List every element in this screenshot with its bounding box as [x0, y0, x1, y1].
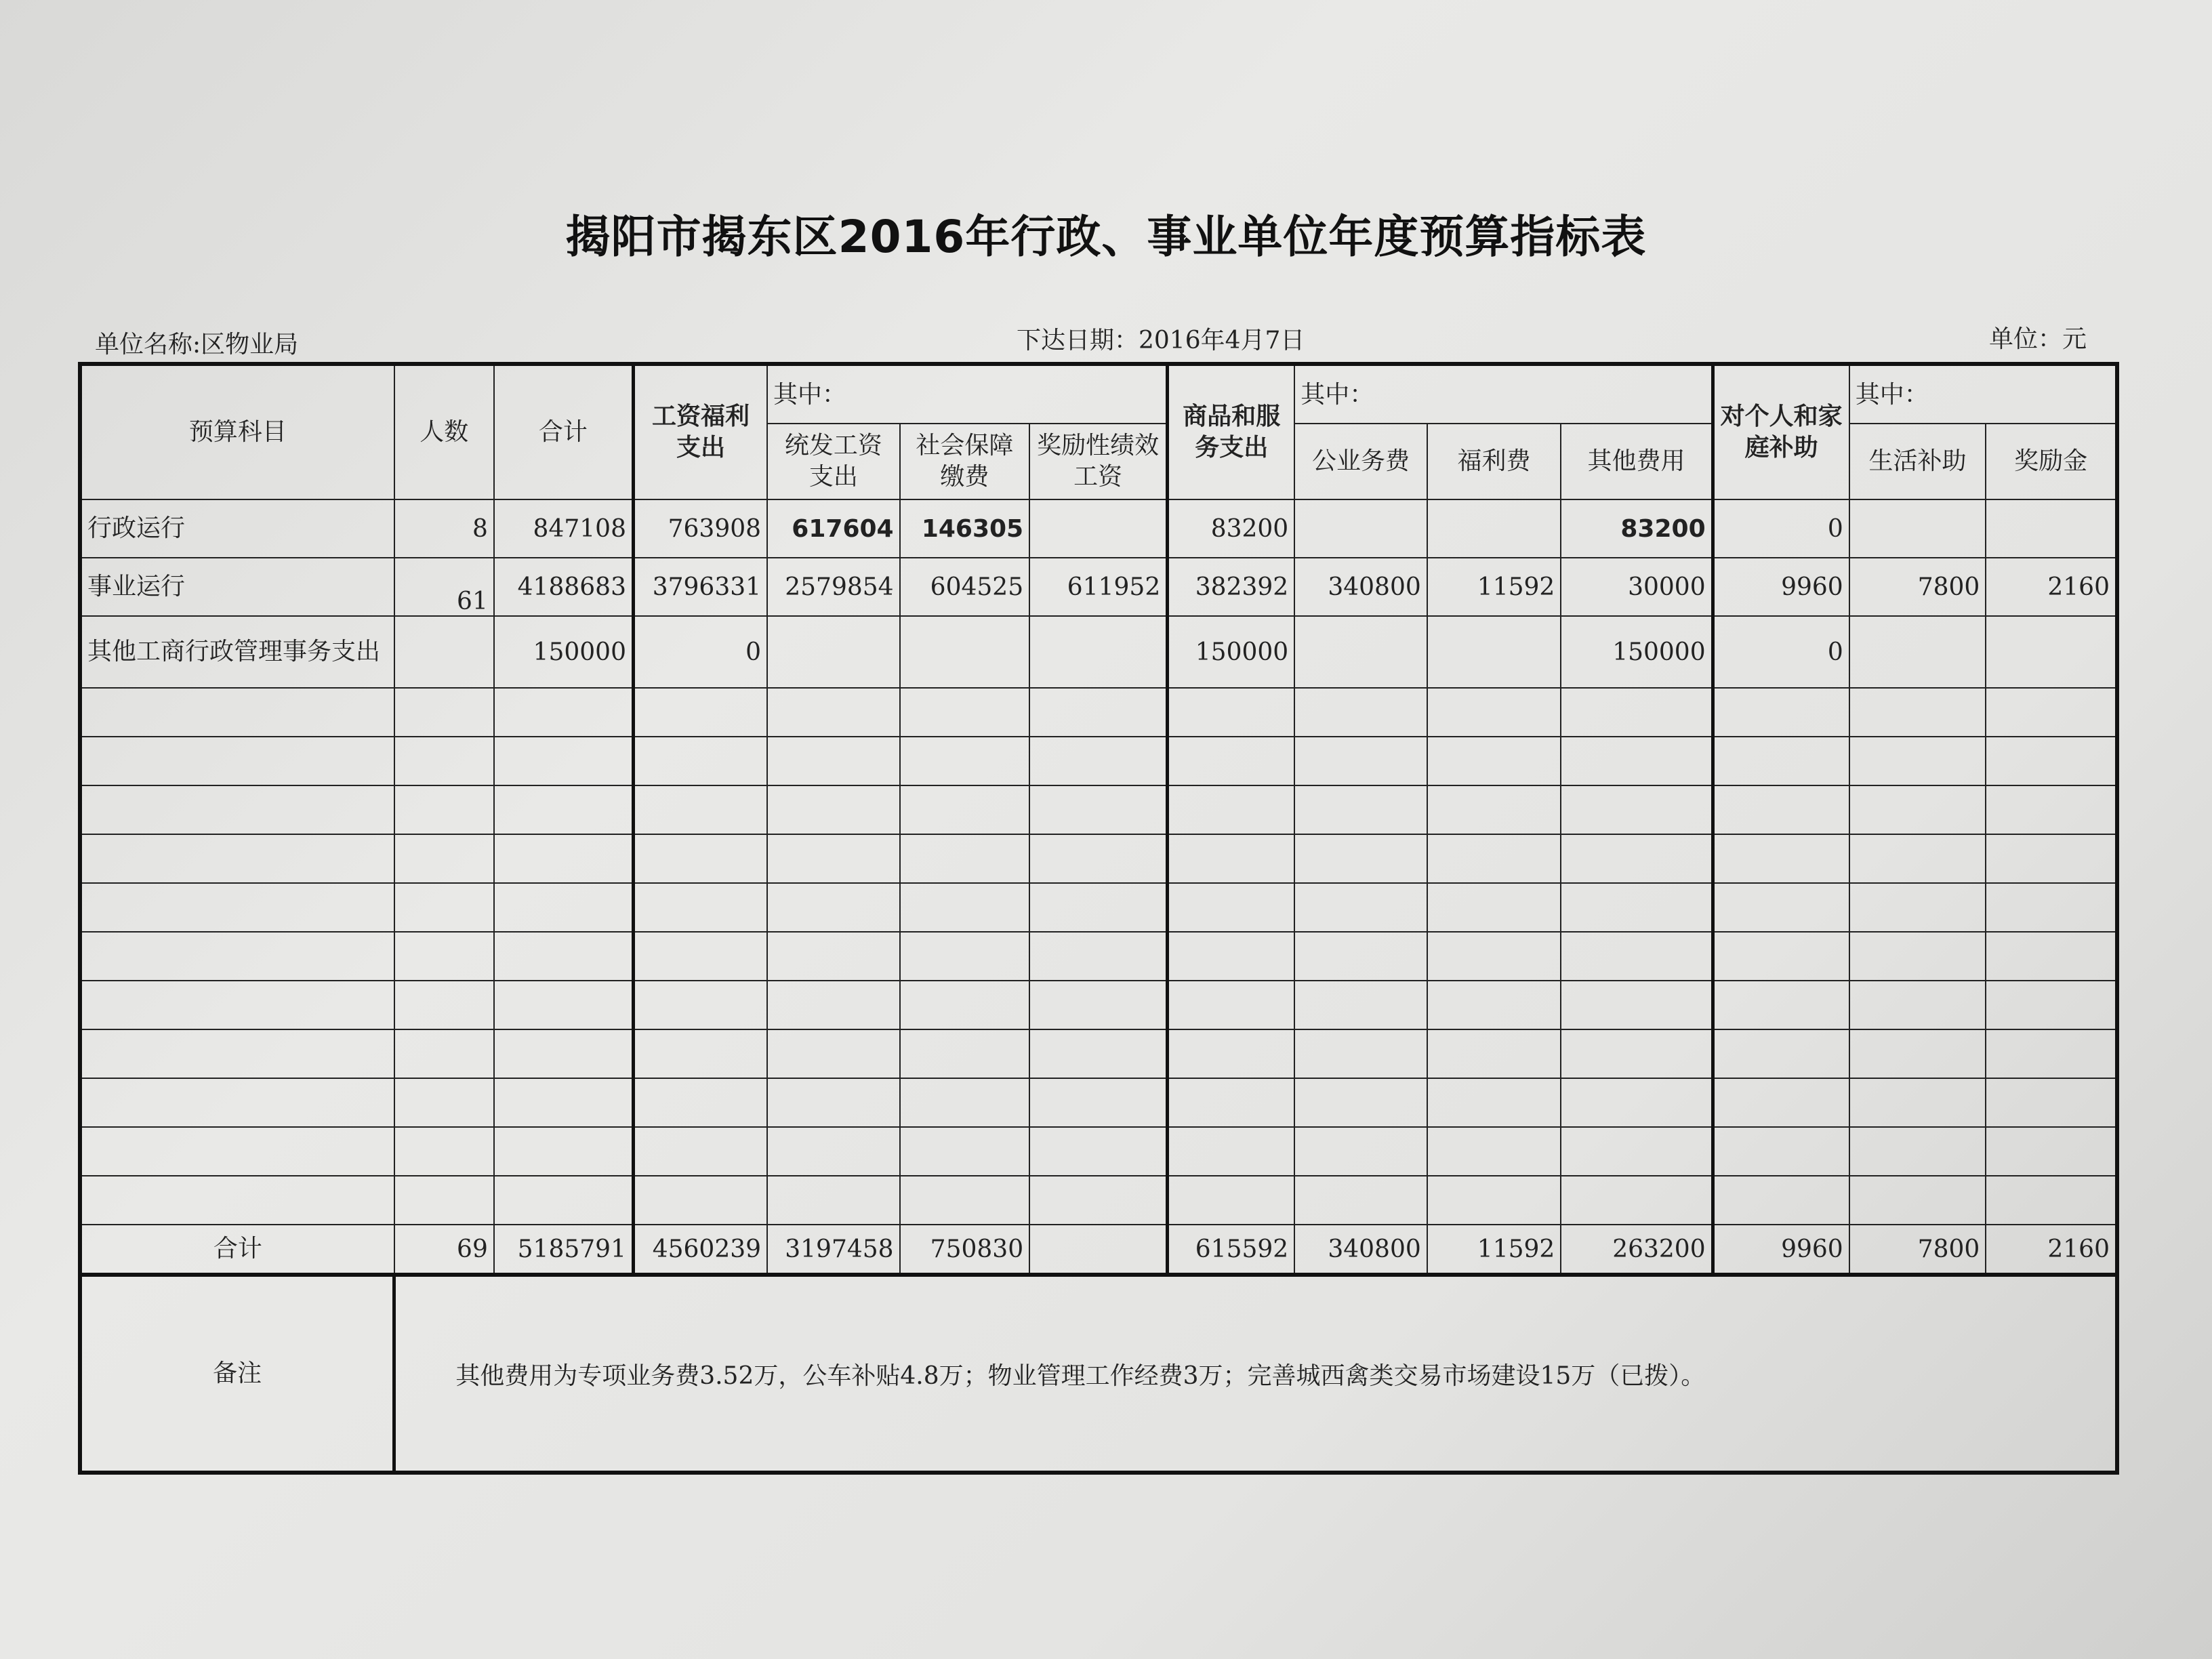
empty-cell — [1713, 932, 1849, 981]
total-salary-basic: 3197458 — [767, 1225, 900, 1275]
header-welfare: 福利费 — [1427, 424, 1561, 499]
empty-cell — [1294, 1176, 1427, 1225]
empty-cell — [767, 1127, 900, 1176]
budget-table — [78, 362, 2119, 1475]
header-other: 其他费用 — [1561, 424, 1713, 499]
empty-cell — [1713, 981, 1849, 1029]
empty-cell — [1168, 981, 1294, 1029]
table-row — [80, 499, 2117, 558]
empty-cell — [1294, 834, 1427, 883]
empty-cell — [394, 785, 494, 834]
empty-cell — [494, 1127, 634, 1176]
empty-cell — [1849, 883, 1986, 932]
empty-cell — [1986, 932, 2117, 981]
cell-social — [900, 616, 1030, 688]
empty-cell — [1427, 785, 1561, 834]
cell-welfare — [1427, 499, 1561, 558]
header-living: 生活补助 — [1849, 424, 1986, 499]
empty-cell — [1294, 981, 1427, 1029]
empty-cell — [494, 883, 634, 932]
empty-cell — [394, 932, 494, 981]
empty-cell — [1029, 1127, 1168, 1176]
empty-row — [80, 932, 2117, 981]
cell-goods: 83200 — [1168, 499, 1294, 558]
empty-row — [80, 981, 2117, 1029]
empty-cell — [1294, 932, 1427, 981]
empty-cell — [900, 981, 1030, 1029]
cell-office — [1294, 499, 1427, 558]
empty-cell — [1294, 883, 1427, 932]
empty-cell — [1986, 1078, 2117, 1127]
empty-row — [80, 834, 2117, 883]
empty-cell — [633, 785, 767, 834]
cell-office: 340800 — [1294, 558, 1427, 616]
empty-cell — [1294, 1127, 1427, 1176]
cell-bonus-perf — [1029, 499, 1168, 558]
total-total: 5185791 — [494, 1225, 634, 1275]
empty-cell — [494, 737, 634, 785]
empty-cell — [394, 883, 494, 932]
empty-cell — [1029, 834, 1168, 883]
total-living: 7800 — [1849, 1225, 1986, 1275]
empty-cell — [767, 737, 900, 785]
total-other: 263200 — [1561, 1225, 1713, 1275]
empty-cell — [1427, 1029, 1561, 1078]
total-personal: 9960 — [1713, 1225, 1849, 1275]
empty-cell — [767, 932, 900, 981]
document-title: 揭阳市揭东区2016年行政、事业单位年度预算指标表 — [565, 211, 1647, 263]
empty-cell — [1561, 981, 1713, 1029]
remark-label: 备注 — [80, 1275, 394, 1473]
cell-salary: 763908 — [633, 499, 767, 558]
empty-cell — [494, 1078, 634, 1127]
header-reward: 奖励金 — [1986, 424, 2117, 499]
table-row — [80, 558, 2117, 616]
empty-cell — [1849, 1176, 1986, 1225]
cell-subject: 事业运行 — [80, 558, 394, 616]
cell-total: 150000 — [494, 616, 634, 688]
empty-cell — [394, 1078, 494, 1127]
empty-cell — [1029, 1078, 1168, 1127]
empty-cell — [1029, 737, 1168, 785]
cell-bonus-perf — [1029, 616, 1168, 688]
empty-cell — [1986, 834, 2117, 883]
empty-cell — [1849, 1127, 1986, 1176]
empty-cell — [1713, 1029, 1849, 1078]
empty-cell — [80, 1029, 394, 1078]
empty-row — [80, 1127, 2117, 1176]
empty-cell — [1561, 1127, 1713, 1176]
empty-cell — [1561, 1029, 1713, 1078]
empty-cell — [1849, 932, 1986, 981]
empty-cell — [80, 1176, 394, 1225]
empty-cell — [1561, 883, 1713, 932]
empty-cell — [494, 688, 634, 737]
empty-cell — [1168, 1127, 1294, 1176]
empty-rows — [80, 688, 2117, 1225]
empty-row — [80, 1176, 2117, 1225]
empty-cell — [1427, 834, 1561, 883]
empty-row — [80, 1029, 2117, 1078]
empty-cell — [1986, 688, 2117, 737]
empty-cell — [1986, 1029, 2117, 1078]
header-goods-of: 其中： — [1294, 364, 1713, 424]
empty-cell — [494, 1029, 634, 1078]
empty-cell — [1427, 981, 1561, 1029]
empty-cell — [633, 834, 767, 883]
empty-cell — [1986, 1176, 2117, 1225]
empty-cell — [80, 688, 394, 737]
cell-salary: 3796331 — [633, 558, 767, 616]
empty-cell — [1849, 1078, 1986, 1127]
empty-cell — [1029, 981, 1168, 1029]
cell-reward — [1986, 616, 2117, 688]
empty-cell — [1986, 785, 2117, 834]
header-bonus-perf: 奖励性绩效工资 — [1029, 424, 1168, 499]
empty-cell — [1168, 1029, 1294, 1078]
cell-salary-basic — [767, 616, 900, 688]
remark-text: 其他费用为专项业务费3.52万，公车补贴4.8万；物业管理工作经费3万；完善城西禽类交易市场建设15万（已拨）。 — [455, 1361, 1706, 1390]
empty-cell — [1168, 688, 1294, 737]
table-row — [80, 616, 2117, 688]
header-total: 合计 — [494, 364, 634, 499]
total-social: 750830 — [900, 1225, 1030, 1275]
cell-personal: 0 — [1713, 616, 1849, 688]
empty-cell — [394, 834, 494, 883]
cell-living — [1849, 616, 1986, 688]
empty-cell — [1294, 688, 1427, 737]
empty-cell — [494, 1176, 634, 1225]
empty-row — [80, 737, 2117, 785]
empty-cell — [80, 981, 394, 1029]
cell-salary: 0 — [633, 616, 767, 688]
cell-welfare — [1427, 616, 1561, 688]
empty-cell — [1713, 1176, 1849, 1225]
header-social: 社会保障缴费 — [900, 424, 1030, 499]
empty-row — [80, 883, 2117, 932]
empty-cell — [1427, 932, 1561, 981]
total-salary: 4560239 — [633, 1225, 767, 1275]
total-welfare: 11592 — [1427, 1225, 1561, 1275]
header-salary: 工资福利支出 — [633, 364, 767, 499]
empty-cell — [1561, 1078, 1713, 1127]
empty-cell — [1029, 883, 1168, 932]
header-subject: 预算科目 — [80, 364, 394, 499]
empty-cell — [1168, 883, 1294, 932]
empty-cell — [1849, 785, 1986, 834]
empty-cell — [1986, 1127, 2117, 1176]
empty-cell — [1168, 1176, 1294, 1225]
empty-cell — [494, 932, 634, 981]
empty-cell — [633, 737, 767, 785]
empty-cell — [80, 1078, 394, 1127]
header-salary-of: 其中： — [767, 364, 1168, 424]
cell-social: 604525 — [900, 558, 1030, 616]
totals-row — [80, 1225, 2117, 1275]
empty-cell — [900, 932, 1030, 981]
empty-cell — [900, 737, 1030, 785]
empty-cell — [1849, 1029, 1986, 1078]
empty-cell — [633, 1176, 767, 1225]
header-salary-basic: 统发工资支出 — [767, 424, 900, 499]
cell-salary-basic: 2579854 — [767, 558, 900, 616]
cell-goods: 382392 — [1168, 558, 1294, 616]
empty-cell — [80, 737, 394, 785]
empty-cell — [494, 834, 634, 883]
header-personal-of: 其中： — [1849, 364, 2117, 424]
empty-cell — [1713, 834, 1849, 883]
empty-cell — [633, 1029, 767, 1078]
header-people: 人数 — [394, 364, 494, 499]
unit-name: 单位名称:区物业局 — [95, 331, 299, 359]
currency-unit: 单位：元 — [1989, 325, 2087, 353]
empty-cell — [900, 834, 1030, 883]
totals-label: 合计 — [80, 1225, 394, 1275]
empty-cell — [1713, 883, 1849, 932]
empty-cell — [1561, 785, 1713, 834]
empty-cell — [1168, 834, 1294, 883]
empty-cell — [394, 1176, 494, 1225]
empty-row — [80, 1078, 2117, 1127]
empty-cell — [1427, 688, 1561, 737]
cell-living — [1849, 499, 1986, 558]
empty-cell — [1986, 981, 2117, 1029]
empty-cell — [394, 1127, 494, 1176]
empty-cell — [767, 1078, 900, 1127]
empty-cell — [1427, 737, 1561, 785]
header-personal: 对个人和家庭补助 — [1713, 364, 1849, 499]
empty-cell — [767, 1176, 900, 1225]
cell-people — [394, 616, 494, 688]
total-bonus-perf — [1029, 1225, 1168, 1275]
cell-people: 8 — [394, 499, 494, 558]
empty-cell — [1168, 785, 1294, 834]
empty-cell — [633, 1078, 767, 1127]
empty-row — [80, 688, 2117, 737]
total-people: 69 — [394, 1225, 494, 1275]
empty-cell — [767, 883, 900, 932]
empty-cell — [1561, 688, 1713, 737]
empty-cell — [1713, 785, 1849, 834]
header-row-1 — [80, 364, 2117, 424]
cell-goods: 150000 — [1168, 616, 1294, 688]
empty-cell — [1294, 785, 1427, 834]
remark-row — [80, 1275, 2117, 1473]
total-reward: 2160 — [1986, 1225, 2117, 1275]
cell-personal: 0 — [1713, 499, 1849, 558]
empty-cell — [767, 834, 900, 883]
cell-total: 847108 — [494, 499, 634, 558]
empty-cell — [80, 1127, 394, 1176]
empty-cell — [900, 1029, 1030, 1078]
empty-cell — [1168, 737, 1294, 785]
cell-reward: 2160 — [1986, 558, 2117, 616]
empty-cell — [1168, 1078, 1294, 1127]
empty-cell — [1427, 1176, 1561, 1225]
issue-date: 下达日期：2016年4月7日 — [1017, 327, 1305, 354]
empty-cell — [1561, 737, 1713, 785]
empty-cell — [394, 737, 494, 785]
cell-other: 150000 — [1561, 616, 1713, 688]
empty-cell — [900, 883, 1030, 932]
empty-cell — [900, 1078, 1030, 1127]
empty-cell — [394, 1029, 494, 1078]
empty-cell — [900, 1127, 1030, 1176]
cell-other: 83200 — [1561, 499, 1713, 558]
empty-cell — [767, 981, 900, 1029]
empty-cell — [1029, 1029, 1168, 1078]
header-office: 公业务费 — [1294, 424, 1427, 499]
empty-cell — [1029, 932, 1168, 981]
empty-cell — [633, 932, 767, 981]
cell-office — [1294, 616, 1427, 688]
empty-cell — [1427, 883, 1561, 932]
cell-social: 146305 — [900, 499, 1030, 558]
empty-cell — [1986, 883, 2117, 932]
empty-cell — [633, 981, 767, 1029]
empty-cell — [1294, 1078, 1427, 1127]
empty-cell — [1849, 737, 1986, 785]
empty-cell — [1029, 688, 1168, 737]
empty-cell — [1713, 1078, 1849, 1127]
empty-cell — [1561, 834, 1713, 883]
empty-cell — [1561, 1176, 1713, 1225]
empty-cell — [80, 785, 394, 834]
cell-living: 7800 — [1849, 558, 1986, 616]
empty-cell — [900, 785, 1030, 834]
empty-row — [80, 785, 2117, 834]
header-goods: 商品和服务支出 — [1168, 364, 1294, 499]
empty-cell — [767, 1029, 900, 1078]
cell-people: 61 — [394, 558, 494, 616]
empty-cell — [1294, 737, 1427, 785]
cell-reward — [1986, 499, 2117, 558]
empty-cell — [1029, 785, 1168, 834]
empty-cell — [1427, 1127, 1561, 1176]
empty-cell — [900, 688, 1030, 737]
empty-cell — [1849, 981, 1986, 1029]
empty-cell — [900, 1176, 1030, 1225]
remark-cell — [394, 1275, 2117, 1473]
empty-cell — [1168, 932, 1294, 981]
empty-cell — [1849, 688, 1986, 737]
cell-subject: 行政运行 — [80, 499, 394, 558]
empty-cell — [1986, 737, 2117, 785]
empty-cell — [394, 688, 494, 737]
empty-cell — [633, 1127, 767, 1176]
empty-cell — [1849, 834, 1986, 883]
cell-subject: 其他工商行政管理事务支出 — [80, 616, 394, 688]
empty-cell — [767, 688, 900, 737]
cell-bonus-perf: 611952 — [1029, 558, 1168, 616]
empty-cell — [1029, 1176, 1168, 1225]
empty-cell — [1561, 932, 1713, 981]
empty-cell — [80, 883, 394, 932]
cell-welfare: 11592 — [1427, 558, 1561, 616]
empty-cell — [80, 834, 394, 883]
empty-cell — [1294, 1029, 1427, 1078]
empty-cell — [80, 932, 394, 981]
empty-cell — [1713, 737, 1849, 785]
empty-cell — [1713, 1127, 1849, 1176]
empty-cell — [633, 883, 767, 932]
cell-total: 4188683 — [494, 558, 634, 616]
empty-cell — [767, 785, 900, 834]
empty-cell — [633, 688, 767, 737]
empty-cell — [394, 981, 494, 1029]
cell-personal: 9960 — [1713, 558, 1849, 616]
empty-cell — [1713, 688, 1849, 737]
total-office: 340800 — [1294, 1225, 1427, 1275]
empty-cell — [1427, 1078, 1561, 1127]
empty-cell — [494, 785, 634, 834]
cell-salary-basic: 617604 — [767, 499, 900, 558]
total-goods: 615592 — [1168, 1225, 1294, 1275]
empty-cell — [494, 981, 634, 1029]
cell-other: 30000 — [1561, 558, 1713, 616]
